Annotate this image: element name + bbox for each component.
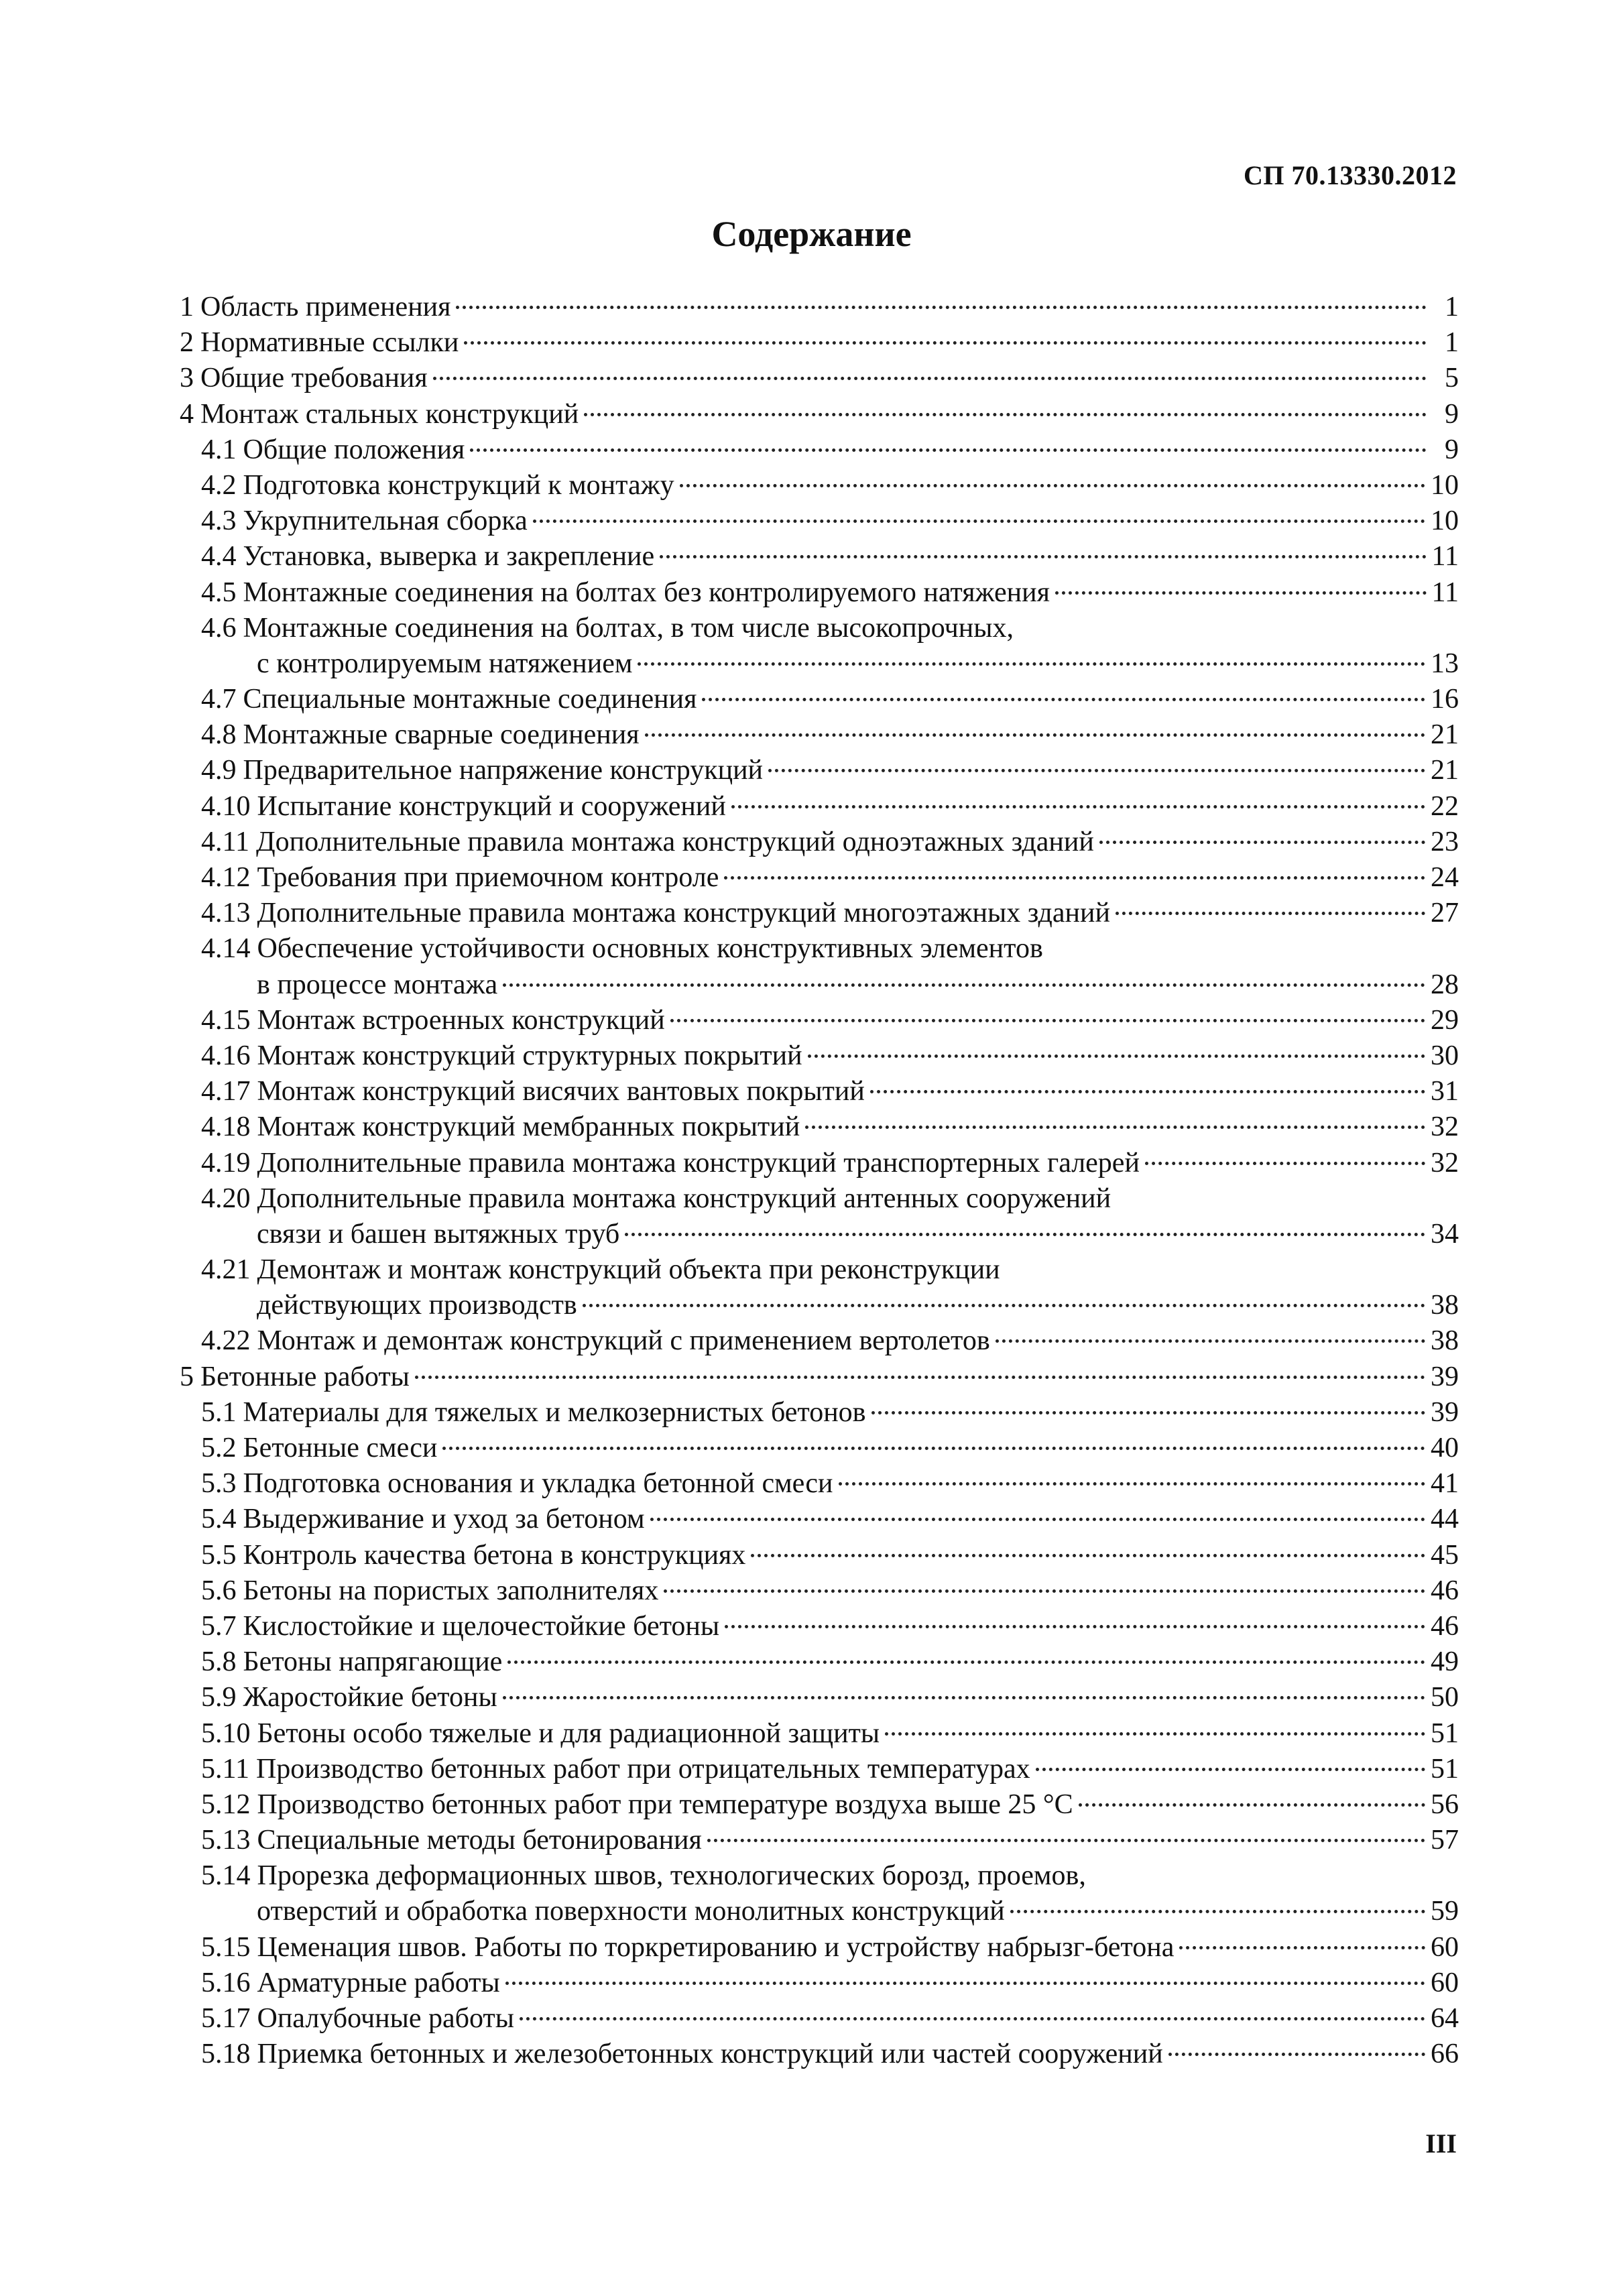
dot-leader xyxy=(625,1233,1425,1236)
toc-entry[interactable] xyxy=(180,753,1459,788)
dot-leader xyxy=(456,306,1427,309)
toc-entry[interactable] xyxy=(180,1395,1459,1431)
toc-entry[interactable] xyxy=(180,1288,1459,1323)
toc-entry-title: Материалы для тяжелых и мелкозернистых бетонов xyxy=(243,1396,866,1428)
dot-leader xyxy=(1010,1910,1425,1913)
toc-entry-number: 4.7 xyxy=(201,684,237,715)
toc-entry-number: 5.18 xyxy=(201,2039,251,2070)
toc-entry[interactable] xyxy=(180,1109,1459,1145)
toc-entry-number: 5.5 xyxy=(201,1539,237,1571)
dot-leader xyxy=(520,2017,1425,2020)
toc-entry-title: Монтаж стальных конструкций xyxy=(200,398,579,430)
toc-entry[interactable] xyxy=(180,1787,1459,1823)
dot-leader xyxy=(464,341,1427,345)
dot-leader xyxy=(1145,1162,1425,1165)
toc-entry-page: 40 xyxy=(1431,1433,1459,1463)
toc-entry[interactable] xyxy=(180,1217,1459,1252)
toc-entry-number: 4.9 xyxy=(201,755,237,786)
toc-entry-number: 2 xyxy=(180,327,194,359)
toc-entry-number: 1 xyxy=(180,292,194,322)
toc-entry-title: Бетоны на пористых заполнителях xyxy=(243,1575,659,1606)
toc-entry-title: Монтажные соединения на болтах без контролируемого натяжения xyxy=(243,577,1050,608)
toc-entry-title: Кислостойкие и щелочестойкие бетоны xyxy=(243,1610,720,1642)
toc-entry-title: Монтаж конструкций структурных покрытий xyxy=(257,1040,802,1071)
toc-entry-page: 49 xyxy=(1431,1646,1459,1678)
toc-entry-number: 5.3 xyxy=(201,1468,237,1500)
toc-entry[interactable] xyxy=(180,1003,1459,1038)
dot-leader xyxy=(871,1411,1425,1414)
toc-entry-page: 46 xyxy=(1431,1610,1459,1642)
toc-entry-page: 64 xyxy=(1431,2003,1459,2034)
toc-entry-title: связи и башен вытяжных труб xyxy=(257,1218,620,1250)
toc-entry-number: 4 xyxy=(180,398,194,430)
toc-entry[interactable] xyxy=(180,1538,1459,1573)
toc-entry[interactable] xyxy=(180,1502,1459,1537)
dot-leader xyxy=(583,1304,1425,1307)
dot-leader xyxy=(808,1054,1425,1058)
toc-entry-title: Испытание конструкций и сооружений xyxy=(257,790,726,822)
page-number: III xyxy=(1425,2128,1457,2159)
toc-entry-title: Производство бетонных работ при температуре воздуха выше 25 °С xyxy=(257,1789,1073,1820)
toc-entry-page: 22 xyxy=(1431,790,1459,822)
dot-leader xyxy=(680,484,1425,487)
toc-entry[interactable] xyxy=(180,397,1459,432)
toc-entry[interactable] xyxy=(180,825,1459,860)
dot-leader xyxy=(707,1839,1425,1842)
toc-entry-title: отверстий и обработка поверхности монолитных конструкций xyxy=(257,1896,1005,1927)
dot-leader xyxy=(664,1589,1425,1593)
dot-leader xyxy=(507,1660,1425,1664)
dot-leader xyxy=(650,1518,1425,1521)
dot-leader xyxy=(1179,1946,1425,1949)
toc-entry-page: 57 xyxy=(1431,1825,1459,1856)
toc-entry-title: Дополнительные правила монтажа конструкций многоэтажных зданий xyxy=(257,898,1110,929)
dot-leader xyxy=(533,520,1425,523)
toc-entry-number: 5.8 xyxy=(201,1646,237,1678)
toc-entry-number: 5.4 xyxy=(201,1504,237,1535)
toc-entry[interactable] xyxy=(180,1573,1459,1609)
dot-leader xyxy=(415,1376,1425,1379)
toc-entry-page: 32 xyxy=(1431,1111,1459,1143)
toc-entry-number: 5.12 xyxy=(201,1789,251,1820)
toc-entry[interactable] xyxy=(180,1466,1459,1502)
toc-entry-page: 56 xyxy=(1431,1789,1459,1820)
dot-leader xyxy=(996,1339,1425,1343)
toc-entry-page: 21 xyxy=(1431,719,1459,751)
dot-leader xyxy=(1168,2053,1425,2056)
toc-entry-number: 5.15 xyxy=(201,1931,251,1963)
toc-entry-number: 5.9 xyxy=(201,1682,237,1713)
toc-entry-title: Цеменация швов. Работы по торкретированию и устройству набрызг-бетона xyxy=(257,1931,1175,1963)
toc-entry-title: Специальные методы бетонирования xyxy=(257,1825,702,1856)
toc-entry[interactable] xyxy=(180,290,1459,325)
toc-entry-title: Монтаж и демонтаж конструкций с применением вертолетов xyxy=(257,1325,990,1357)
toc-entry[interactable] xyxy=(180,1323,1459,1359)
toc-entry-number: 5.2 xyxy=(201,1433,237,1463)
dot-leader xyxy=(584,413,1427,416)
toc-entry-page: 46 xyxy=(1431,1575,1459,1606)
toc-entry-number: 4.19 xyxy=(201,1147,251,1179)
toc-entry[interactable] xyxy=(180,539,1459,575)
toc-entry-title: Укрупнительная сборка xyxy=(243,505,528,537)
toc-entry-page: 50 xyxy=(1431,1682,1459,1713)
toc-entry-title: Бетоны особо тяжелые и для радиационной защиты xyxy=(257,1717,880,1749)
toc-entry-number: 4.14 xyxy=(201,933,251,965)
dot-leader xyxy=(805,1126,1425,1129)
toc-entry-page: 32 xyxy=(1431,1147,1459,1179)
toc-entry-number: 4.17 xyxy=(201,1076,251,1107)
toc-entry[interactable] xyxy=(180,931,1459,967)
toc-entry[interactable] xyxy=(180,1966,1459,2001)
toc-entry-page: 51 xyxy=(1431,1717,1459,1749)
toc-entry-number: 4.6 xyxy=(201,612,237,644)
toc-entry-page: 38 xyxy=(1431,1290,1459,1321)
toc-entry-page: 31 xyxy=(1431,1076,1459,1107)
toc-entry[interactable] xyxy=(180,468,1459,503)
dot-leader xyxy=(702,698,1425,701)
dot-leader xyxy=(1036,1768,1425,1771)
toc-entry-page: 9 xyxy=(1445,398,1459,430)
toc-entry[interactable] xyxy=(180,1680,1459,1715)
toc-entry-title: Прорезка деформационных швов, технологических борозд, проемов, xyxy=(257,1860,1086,1892)
toc-entry-page: 16 xyxy=(1431,684,1459,715)
toc-entry-number: 5 xyxy=(180,1361,194,1392)
toc-entry-page: 28 xyxy=(1431,969,1459,1000)
toc-entry[interactable] xyxy=(180,1930,1459,1966)
toc-entry-number: 5.14 xyxy=(201,1860,251,1892)
toc-entry-title: в процессе монтажа xyxy=(257,969,498,1000)
dot-leader xyxy=(885,1732,1425,1736)
dot-leader xyxy=(503,983,1425,987)
toc-entry-page: 45 xyxy=(1431,1539,1459,1571)
toc-entry-number: 4.5 xyxy=(201,577,237,608)
toc-entry-page: 60 xyxy=(1431,1931,1459,1963)
toc-entry-page: 9 xyxy=(1445,434,1459,465)
toc-entry[interactable] xyxy=(180,325,1459,361)
toc-entry-number: 5.10 xyxy=(201,1717,251,1749)
toc-entry-title: с контролируемым натяжением xyxy=(257,648,633,679)
toc-entry[interactable] xyxy=(180,1894,1459,1929)
toc-entry[interactable] xyxy=(180,717,1459,753)
toc-entry-title: Установка, выверка и закрепление xyxy=(243,541,655,572)
dot-leader xyxy=(839,1482,1426,1486)
toc-entry-title: Демонтаж и монтаж конструкций объекта при реконструкции xyxy=(257,1254,1000,1286)
toc-entry-title: Монтажные соединения на болтах, в том числе высокопрочных, xyxy=(243,612,1014,644)
toc-entry-number: 4.21 xyxy=(201,1254,251,1286)
toc-entry-title: Требования при приемочном контроле xyxy=(257,862,719,893)
toc-entry-page: 30 xyxy=(1431,1040,1459,1071)
dot-leader xyxy=(768,769,1425,772)
toc-entry-page: 21 xyxy=(1431,755,1459,786)
toc-entry-title: Монтаж конструкций мембранных покрытий xyxy=(257,1111,800,1143)
toc-entry-page: 39 xyxy=(1431,1396,1459,1428)
toc-entry[interactable] xyxy=(180,896,1459,931)
toc-entry-title: Монтажные сварные соединения xyxy=(243,719,640,751)
dot-leader xyxy=(1116,912,1425,915)
dot-leader xyxy=(638,662,1425,666)
toc-entry-title: Дополнительные правила монтажа конструкций антенных сооружений xyxy=(257,1183,1111,1214)
toc-entry-title: Дополнительные правила монтажа конструкций одноэтажных зданий xyxy=(255,826,1094,857)
toc-entry-title: действующих производств xyxy=(257,1290,577,1321)
toc-entry[interactable] xyxy=(180,1858,1459,1894)
toc-entry-title: Нормативные ссылки xyxy=(200,327,459,359)
toc-entry[interactable] xyxy=(180,1038,1459,1074)
toc-entry-number: 5.17 xyxy=(201,2003,251,2034)
toc-entry-title: Опалубочные работы xyxy=(257,2003,514,2034)
dot-leader xyxy=(503,1696,1425,1699)
toc-entry-title: Дополнительные правила монтажа конструкций транспортерных галерей xyxy=(257,1147,1140,1179)
toc-entry-number: 4.22 xyxy=(201,1325,251,1357)
toc-entry-title: Контроль качества бетона в конструкциях xyxy=(243,1539,746,1571)
toc-entry-number: 5.16 xyxy=(201,1967,251,1998)
dot-leader xyxy=(442,1447,1425,1450)
dot-leader xyxy=(724,876,1425,880)
toc-entry-number: 4.4 xyxy=(201,541,237,572)
toc-entry-number: 4.2 xyxy=(201,469,237,501)
toc-entry[interactable] xyxy=(180,361,1459,396)
toc-entry-page: 38 xyxy=(1431,1325,1459,1357)
dot-leader xyxy=(433,377,1427,380)
toc-entry-page: 10 xyxy=(1431,505,1459,537)
toc-entry[interactable] xyxy=(180,967,1459,1003)
dot-leader xyxy=(470,448,1427,452)
toc-entry-page: 24 xyxy=(1431,862,1459,893)
toc-entry[interactable] xyxy=(180,1360,1459,1395)
toc-entry-page: 1 xyxy=(1445,292,1459,322)
toc-entry-number: 4.20 xyxy=(201,1183,251,1214)
toc-entry-number: 5.6 xyxy=(201,1575,237,1606)
toc-entry-number: 4.12 xyxy=(201,862,251,893)
toc-entry[interactable] xyxy=(180,682,1459,717)
toc-entry-page: 27 xyxy=(1431,898,1459,929)
toc-entry[interactable] xyxy=(180,646,1459,682)
toc-entry-page: 13 xyxy=(1431,648,1459,679)
dot-leader xyxy=(731,805,1425,808)
toc-entry[interactable] xyxy=(180,1752,1459,1787)
toc-entry-title: Бетонные работы xyxy=(200,1361,410,1392)
toc-entry[interactable] xyxy=(180,1252,1459,1288)
toc-entry[interactable] xyxy=(180,2001,1459,2037)
toc-entry-number: 4.16 xyxy=(201,1040,251,1071)
toc-entry-page: 11 xyxy=(1431,541,1459,572)
toc-entry-page: 60 xyxy=(1431,1967,1459,1998)
dot-leader xyxy=(751,1554,1425,1557)
toc-entry-title: Бетонные смеси xyxy=(243,1433,438,1463)
toc-entry-number: 4.8 xyxy=(201,719,237,751)
toc-entry-page: 23 xyxy=(1431,826,1459,857)
toc-entry-page: 44 xyxy=(1431,1504,1459,1535)
toc-entry-number: 4.15 xyxy=(201,1004,251,1036)
toc-entry-title: Бетоны напрягающие xyxy=(243,1646,503,1678)
toc-entry-page: 34 xyxy=(1431,1218,1459,1250)
toc-entry[interactable] xyxy=(180,1716,1459,1752)
toc-entry-number: 5.1 xyxy=(201,1396,237,1428)
toc-entry-number: 5.11 xyxy=(201,1753,249,1785)
toc-entry-page: 1 xyxy=(1445,327,1459,359)
dot-leader xyxy=(660,555,1426,558)
dot-leader xyxy=(670,1019,1425,1022)
toc-entry-page: 41 xyxy=(1431,1468,1459,1500)
dot-leader xyxy=(725,1625,1425,1628)
toc-entry[interactable] xyxy=(180,1181,1459,1217)
toc-entry-page: 66 xyxy=(1431,2039,1459,2070)
document-code: СП 70.13330.2012 xyxy=(1244,160,1457,190)
toc-entry-page: 10 xyxy=(1431,469,1459,501)
toc-entry[interactable] xyxy=(180,860,1459,896)
toc-entry-number: 5.13 xyxy=(201,1825,251,1856)
dot-leader xyxy=(870,1090,1425,1093)
toc-entry-title: Монтаж конструкций висячих вантовых покрытий xyxy=(257,1076,865,1107)
toc-entry-title: Арматурные работы xyxy=(257,1967,500,1998)
toc-entry-title: Область применения xyxy=(200,292,451,322)
dot-leader xyxy=(645,733,1425,737)
toc-entry[interactable] xyxy=(180,432,1459,468)
toc-entry-title: Общие требования xyxy=(200,363,428,394)
toc-entry-number: 4.10 xyxy=(201,790,251,822)
toc-entry-number: 4.18 xyxy=(201,1111,251,1143)
toc-entry-number: 4.1 xyxy=(201,434,237,465)
toc-entry[interactable] xyxy=(180,503,1459,539)
toc-entry-title: Приемка бетонных и железобетонных конструкций или частей сооружений xyxy=(257,2039,1163,2070)
toc-entry[interactable] xyxy=(180,1431,1459,1466)
toc-entry-title: Производство бетонных работ при отрицательных температурах xyxy=(255,1753,1030,1785)
toc-entry-number: 4.13 xyxy=(201,898,251,929)
toc-entry-title: Подготовка основания и укладка бетонной смеси xyxy=(243,1468,833,1500)
dot-leader xyxy=(1099,841,1425,844)
toc-entry[interactable] xyxy=(180,2037,1459,2072)
toc-entry-title: Выдерживание и уход за бетоном xyxy=(243,1504,645,1535)
toc-entry[interactable] xyxy=(180,1644,1459,1680)
toc-entry-number: 4.3 xyxy=(201,505,237,537)
toc-entry-title: Предварительное напряжение конструкций xyxy=(243,755,764,786)
toc-entry-title: Общие положения xyxy=(243,434,465,465)
toc-entry-page: 51 xyxy=(1431,1753,1459,1785)
toc-entry[interactable] xyxy=(180,789,1459,825)
toc-entry-page: 29 xyxy=(1431,1004,1459,1036)
dot-leader xyxy=(505,1982,1425,1985)
toc-entry[interactable] xyxy=(180,575,1459,611)
dot-leader xyxy=(1055,591,1427,595)
table-of-contents xyxy=(180,290,1459,2072)
toc-entry-title: Подготовка конструкций к монтажу xyxy=(243,469,674,501)
toc-entry-page: 39 xyxy=(1431,1361,1459,1392)
toc-entry-page: 59 xyxy=(1431,1896,1459,1927)
toc-entry[interactable] xyxy=(180,1074,1459,1109)
toc-entry[interactable] xyxy=(180,1823,1459,1858)
toc-entry-page: 11 xyxy=(1431,577,1459,608)
toc-entry-title: Специальные монтажные соединения xyxy=(243,684,697,715)
dot-leader xyxy=(1079,1803,1425,1807)
toc-entry[interactable] xyxy=(180,1609,1459,1644)
toc-entry-number: 3 xyxy=(180,363,194,394)
toc-entry-page: 5 xyxy=(1445,363,1459,394)
toc-entry-title: Монтаж встроенных конструкций xyxy=(257,1004,665,1036)
toc-entry-number: 4.11 xyxy=(201,826,249,857)
toc-entry-number: 5.7 xyxy=(201,1610,237,1642)
toc-entry-title: Обеспечение устойчивости основных конструктивных элементов xyxy=(257,933,1043,965)
toc-entry[interactable] xyxy=(180,611,1459,646)
toc-entry[interactable] xyxy=(180,1146,1459,1181)
toc-entry-title: Жаростойкие бетоны xyxy=(243,1682,497,1713)
page-title: Содержание xyxy=(711,214,912,254)
